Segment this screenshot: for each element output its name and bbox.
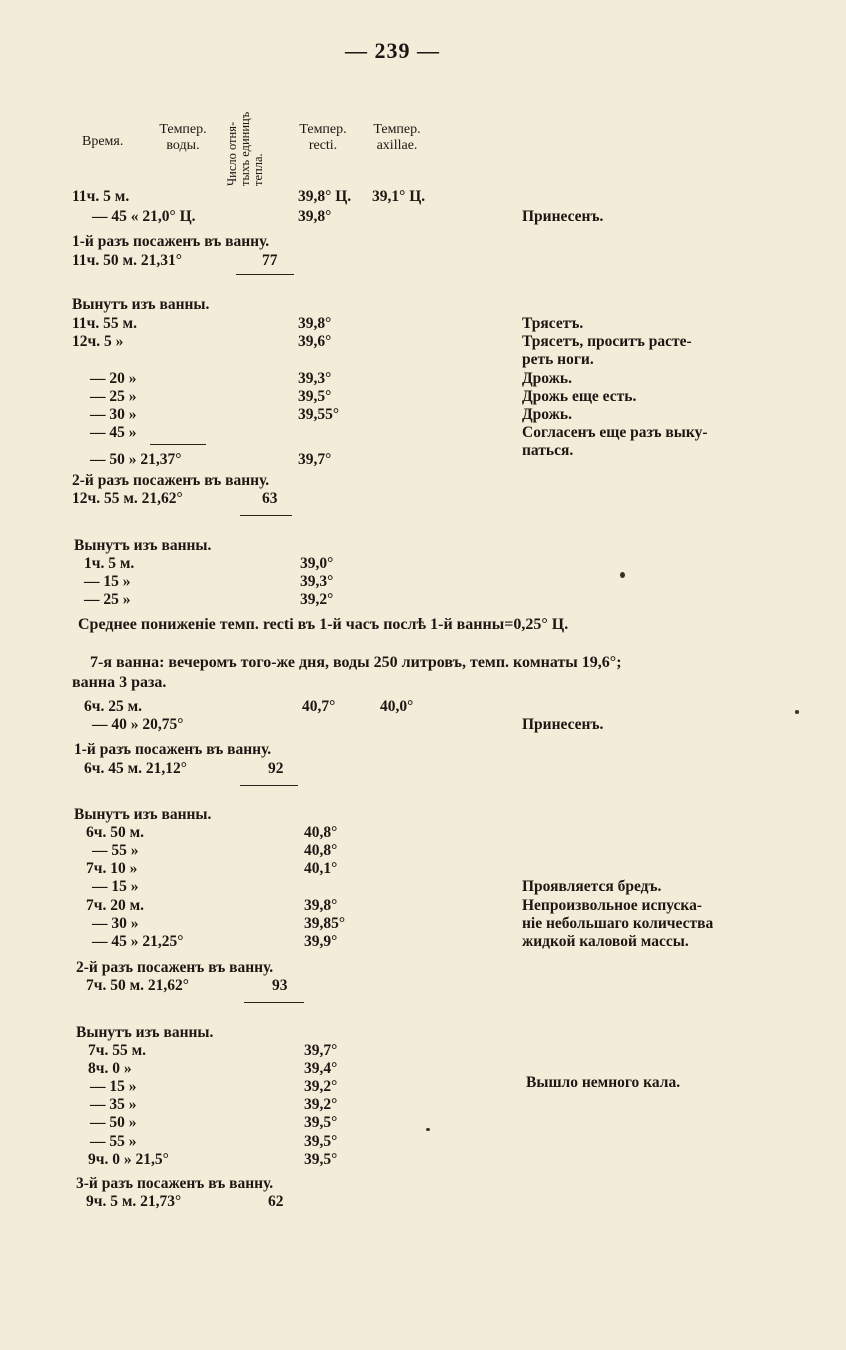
rectal-cell: 39,8° Ц. [298, 188, 352, 205]
divider [240, 515, 292, 516]
time-cell: — 30 » [92, 915, 139, 932]
time-cell: — 40 » 20,75° [92, 716, 184, 733]
note-cell: Принесенъ. [522, 208, 604, 225]
rectal-cell: 39,5° [304, 1151, 338, 1168]
rectal-cell: 40,8° [304, 842, 338, 859]
rectal-cell: 39,8° [298, 208, 332, 225]
rectal-cell: 39,2° [304, 1096, 338, 1113]
rectal-cell: 39,5° [304, 1133, 338, 1150]
time-cell: 11ч. 50 м. 21,31° [72, 252, 182, 269]
section-intro: 7-я ванна: вечеромъ того-же дня, воды 250 литровъ, темп. комнаты 19,6°; [90, 654, 622, 671]
note-cell: Дрожь. [522, 406, 572, 423]
header-rectal-temp: Темпер. recti. [299, 122, 347, 153]
time-cell: — 15 » [84, 573, 131, 590]
time-cell: 11ч. 55 м. [72, 315, 137, 332]
rectal-cell: 39,3° [298, 370, 332, 387]
axillary-cell: 40,0° [380, 698, 414, 715]
event-line: 1-й разъ посаженъ въ ванну. [74, 741, 272, 758]
header-axillary-temp: Темпер. axillae. [373, 122, 421, 153]
note-cell: Принесенъ. [522, 716, 604, 733]
rectal-cell: 40,7° [302, 698, 336, 715]
note-cell: Вышло немного кала. [526, 1074, 681, 1091]
time-cell: — 45 » 21,25° [92, 933, 184, 950]
note-cell: Трясетъ, проситъ расте- [522, 333, 692, 350]
note-cell: Проявляется бредъ. [522, 878, 662, 895]
time-cell: — 15 » [90, 1078, 137, 1095]
time-cell: — 45 » [90, 424, 137, 441]
units-cell: 62 [268, 1193, 284, 1210]
rectal-cell: 39,2° [304, 1078, 338, 1095]
event-line: Вынутъ изъ ванны. [76, 1024, 214, 1041]
rectal-cell: 39,7° [298, 451, 332, 468]
event-line: 2-й разъ посаженъ въ ванну. [72, 472, 270, 489]
rectal-cell: 39,0° [300, 555, 334, 572]
time-cell: 6ч. 50 м. [86, 824, 145, 841]
time-cell: — 20 » [90, 370, 137, 387]
time-cell: 1ч. 5 м. [84, 555, 135, 572]
header-heat-units: Число отня- тыхъ единицъ тепла. [225, 111, 265, 186]
time-cell: — 35 » [90, 1096, 137, 1113]
time-cell: 9ч. 0 » 21,5° [88, 1151, 169, 1168]
rectal-cell: 40,1° [304, 860, 338, 877]
rectal-cell: 39,85° [304, 915, 346, 932]
note-cell: ніе небольшаго количества [522, 915, 714, 932]
event-line: 1-й разъ посаженъ въ ванну. [72, 233, 270, 250]
time-cell: 7ч. 55 м. [88, 1042, 147, 1059]
rectal-cell: 40,8° [304, 824, 338, 841]
event-line: Вынутъ изъ ванны. [74, 537, 212, 554]
rectal-cell: 39,6° [298, 333, 332, 350]
note-cell: Согласенъ еще разъ выку- [522, 424, 708, 441]
units-cell: 93 [272, 977, 288, 994]
time-cell: — 50 » 21,37° [90, 451, 182, 468]
note-cell: жидкой каловой массы. [522, 933, 689, 950]
divider [244, 1002, 304, 1003]
time-cell: 6ч. 45 м. 21,12° [84, 760, 187, 777]
rectal-cell: 39,8° [298, 315, 332, 332]
axillary-cell: 39,1° Ц. [372, 188, 426, 205]
time-cell: 7ч. 10 » [86, 860, 138, 877]
time-cell: — 25 » [84, 591, 131, 608]
section-intro: ванна 3 раза. [72, 674, 167, 691]
time-cell: — 25 » [90, 388, 137, 405]
time-cell: — 30 » [90, 406, 137, 423]
note-cell: Трясетъ. [522, 315, 584, 332]
ink-speck [620, 572, 625, 578]
time-cell: 8ч. 0 » [88, 1060, 132, 1077]
units-cell: 92 [268, 760, 284, 777]
time-cell: 7ч. 20 м. [86, 897, 145, 914]
divider [240, 785, 298, 786]
note-cell: Дрожь. [522, 370, 572, 387]
event-line: 3-й разъ посаженъ въ ванну. [76, 1175, 274, 1192]
rectal-cell: 39,8° [304, 897, 338, 914]
rectal-cell: 39,7° [304, 1042, 338, 1059]
note-cell: Непроизвольное испуска- [522, 897, 703, 914]
rectal-cell: 39,4° [304, 1060, 338, 1077]
ink-speck [426, 1128, 430, 1131]
time-cell: 12ч. 5 » [72, 333, 124, 350]
event-line: Вынутъ изъ ванны. [72, 296, 210, 313]
ink-speck [795, 710, 799, 714]
note-cell: паться. [522, 442, 574, 459]
units-cell: 77 [262, 252, 278, 269]
time-cell: 12ч. 55 м. 21,62° [72, 490, 183, 507]
event-line: Вынутъ изъ ванны. [74, 806, 212, 823]
time-cell: — 45 « 21,0° Ц. [92, 208, 196, 225]
rectal-cell: 39,5° [304, 1114, 338, 1131]
note-cell: Дрожь еще есть. [522, 388, 637, 405]
note-cell: реть ноги. [522, 351, 594, 368]
rectal-cell: 39,5° [298, 388, 332, 405]
header-time: Время. [82, 134, 124, 149]
page-number: — 239 — [345, 38, 440, 63]
time-cell: — 50 » [90, 1114, 137, 1131]
rectal-cell: 39,9° [304, 933, 338, 950]
time-cell: 9ч. 5 м. 21,73° [86, 1193, 182, 1210]
time-cell: — 55 » [92, 842, 139, 859]
time-cell: 7ч. 50 м. 21,62° [86, 977, 189, 994]
divider [150, 444, 206, 445]
units-cell: 63 [262, 490, 278, 507]
time-cell: 11ч. 5 м. [72, 188, 130, 205]
rectal-cell: 39,2° [300, 591, 334, 608]
time-cell: 6ч. 25 м. [84, 698, 143, 715]
rectal-cell: 39,3° [300, 573, 334, 590]
header-water-temp: Темпер. воды. [159, 122, 207, 153]
time-cell: — 15 » [92, 878, 139, 895]
summary-line: Среднее пониженіе темп. recti въ 1-й часъ послѣ 1-й ванны=0,25° Ц. [78, 616, 569, 633]
time-cell: — 55 » [90, 1133, 137, 1150]
event-line: 2-й разъ посаженъ въ ванну. [76, 959, 274, 976]
rectal-cell: 39,55° [298, 406, 340, 423]
divider [236, 274, 294, 275]
